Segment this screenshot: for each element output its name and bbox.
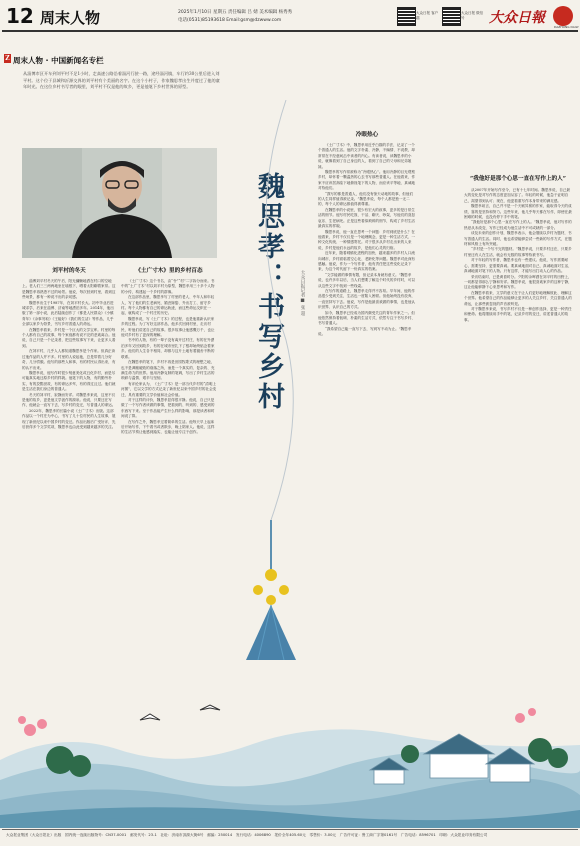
header-meta-contact: 电话(0531)85193618 Email:gsm@dzwww.com [178, 18, 282, 23]
paragraph: 魏思孝说，他写作时很少刻意美化或丑化乡村，而是尽可能真实地还原乡村的样貌。他笔下的人物，有的勤劳朴实，有的狡黠世故，有的命运多舛，有的得过且过。他们就是生活在我们身边的普通人。 [22, 370, 116, 392]
page-number: 12 [6, 4, 34, 28]
paragraph: “乡村是一个写不完的题材。”魏思孝说，只要乡村还在，只要乡村里还有人在生活，就会有无数的故事等待被书写。 [464, 247, 572, 257]
article-title: 魏思孝：书写乡村 [253, 172, 284, 412]
qr-label-app: 大众日报 客户端 [416, 11, 439, 20]
header-rule [2, 30, 578, 32]
middle-column [121, 266, 217, 436]
paragraph: 从2007年开始写作至今，已有十七年时间。魏思孝说，自己最大的变化是对写作的态度更加从容了。年轻的时候，他急于证明自己，渴望得到认可；现在，他更看重写作本身带来的满足感。 [464, 188, 570, 203]
paragraph: 有评论家认为，《土广寸木》是一部当代乡村的“清明上河图”，它以文学的方式记录了新世纪以来中国乡村的社会变迁，具有重要的文学价值和社会价值。 [121, 381, 217, 397]
left-column [22, 266, 116, 430]
newspaper-logo: 大众日報 [489, 10, 545, 26]
footer-publication-info: 大众报业集团（大众日报社）出版 国内统一连续出版物号：CN37-0001 邮发代号：23-1 社址：济南市泺源大街6号 邮编：250014 发行电话：4006890 报价全年405.60元 零售价：3.00元 广告许可证：鲁工商广字第0161号 广告电话：8596701 印刷：大众报业印务有限公司 [6, 833, 488, 837]
paragraph: 魏思孝的写作常被称为“冷眼热心”。他用冷静的目光观察乡村，却怀着一颗温热的心去书写那些普通人。在他看来，作家不应该居高临下地俯视笔下的人物，而应该平等地、真诚地对待他们。 [318, 170, 416, 191]
qr-code-icon [442, 7, 461, 26]
paragraph: 在魏思孝的笔下，乡村不再是田园牧歌式的理想之地，也不是凋敝破败的衰落之所，而是一个真实的、复杂的、充满生命力的世界。他用冷静克制的笔调，写出了乡村生活的琐碎与温情、艰辛与坚韧。 [121, 360, 215, 381]
tassel-ornament-icon [226, 100, 316, 660]
paragraph: 淄博刘平村冬天的午后，阳光慵懒地洒在村口的空地上。老人们三三两两地坐在墙根下，晒着太阳聊着家常。这是魏思孝再熟悉不过的场景。他说，每次回到村里，看到这些场景，都有一种说不出的亲切感。 [22, 279, 116, 300]
qr-label-wechat: 大众日报 微信号 [461, 11, 484, 20]
paragraph: 魏思孝坦言，自己并不是一个天赋异禀的作家，能取得今天的成绩，靠的是坚持和努力。这些年来，他几乎每天都在写作，即使在最困难的时候，也没有停下手中的笔。 [464, 204, 572, 220]
paragraph: 在这部作品里，魏思孝写了村里的老人、中年人和年轻人，写了他们的生老病死、婚丧嫁娶、外出打工、留守乡村。每个人物都有自己的命运轨迹，而这些命运交织在一起，就构成了一个村庄的历史。 [121, 295, 215, 316]
paragraph: 在写作之外，魏思孝过着简单的生活。他每天早上起床后开始写作，下午看书或者散步，晚上陪家人。他说，这样的生活节奏让他感到踏实，也能让他专注于创作。 [121, 419, 215, 435]
paragraph: 冬天的刘平村，寂静而安详。对魏思孝来说，这里不仅是他的故乡，更是他文学创作的源泉。他说，只要还在写作，他就会一直写下去，写乡村的变迁，写普通人的命运。 [22, 392, 116, 408]
paragraph: “我希望自己能一直写下去，写到写不动为止。”魏思孝说。 [318, 326, 412, 337]
paragraph: 魏思孝说，写《土广寸木》的过程，也是他重新认识家乡的过程。为了写好这部作品，他多次回到村里，走访村民，听他们讲述自己的故事。很多故事让他感慨万千，也让他对乡村有了更深的理解。 [121, 316, 215, 338]
qr-code-icon [397, 7, 416, 26]
far-right-column [464, 175, 572, 323]
logo-mark-icon [553, 6, 573, 26]
left-subhead: 刘平村的冬天 [52, 268, 86, 274]
paragraph: 对于这样的评价，魏思孝显得很平静。他说，自己只是做了一个写作者该做的事情，把看到的、听到的、感受到的东西写下来。至于作品能产生什么样的影响，那是读者和时间说了算。 [121, 397, 215, 419]
paragraph: 近年来，随着城镇化进程的加快，越来越多的乡村人口流向城市，乡村面临着空心化、老龄化等问题。魏思孝对此深有感触。他说，作为一个写作者，他有责任把这些变化记录下来，为这个时代留下一份真实的档案。 [318, 251, 416, 272]
paragraph: 《土广寸木》这个书名，由“寺”“村”二字拆分而来。书中的“土广寸木”村以刘平村为原型，魏思孝用三十多个人物的小传，构建起一个乡村的群像。 [121, 279, 215, 294]
right-subhead: 冷眼热心 [355, 132, 379, 138]
paragraph: 魏思孝说，他一直在思考一个问题：乡村到底是什么？在他看来，乡村不仅仅是一个地理概念，更是一种生活方式、一种文化传统、一种情感寄托。对于很多从乡村走出来的人来说，乡村是他们永远的故乡，是他们心灵的归宿。 [318, 229, 416, 250]
byline: 大众日报记者 ■ 张 超 [300, 270, 305, 316]
right-column [318, 130, 416, 338]
village-landscape-illustration [0, 690, 580, 828]
paragraph: 在魏思孝看来，乡村是一个巨大的文学宝库。村里的每个人都有自己的故事，每个家庭都有说不完的悲欢离合。他说，自己只是一个记录者，把这些故事写下来，让更多人看到。 [22, 327, 116, 348]
logo-subtitle: DAZHONG DAILY [554, 25, 579, 29]
paragraph: “文学能做的事情有限，但记录本身就有意义。”魏思孝说，也许多年以后，当人们想要了解这个时代的乡村时，可以从这些文字中找到一些线索。 [318, 272, 416, 288]
paragraph: 在写作的道路上，魏思孝走得并不容易。早年间，他的作品很少受到关注，生活也一度陷入困顿。但他始终没有放弃，一直坚持写下去。他说，写作是他最喜欢做的事情，也是他认识世界、认识自己的方式。 [318, 288, 416, 310]
paragraph: 在魏思孝看来，文学的意义在于让人们更好地理解彼此、理解这个世界。他希望自己的作品能够让更多的人关注乡村、关注普通人的命运，让那些被忽视的声音被听见。 [464, 290, 572, 306]
paragraph: 采访结束时，已是黄昏时分。夕阳的余晖洒在刘平村的田野上，一切都显得那么宁静和安详。魏思孝说，他很喜欢家乡的这种宁静，这让他能够静下心来思考和写作。 [464, 274, 572, 290]
paragraph: 《土广寸木》中，魏思孝用近乎白描的手法，记录了一个个普通人的生活。他的文字朴素、冷静，不煽情、不说教，却常常在不经意间击中读者的内心。有读者说，读魏思孝的小说，就像看到了自己身边的人，看到了自己的父母和兄弟姐妹。 [318, 143, 416, 169]
column-intro: 从淄博市区开车到刘平村不足1小时，走高速公路沿着淄河行驶一路，途经淄河镇，车行约30公里后进入刘平村。这个位于县城和沂源交界的刘平村有个美丽的名字。在这个小村子，作家魏思孝出生并度过了他的童年时光。在这位乡村书写者的眼里，刘平村不仅是他的故乡，更是他笔下乡村世界的原型。 [23, 71, 220, 90]
paragraph: 书中的人物，有的一辈子没有离开过村庄，有的在外漂泊多年又回到故乡，有的在城市里扎下了根却始终惦念着家乡。他们的人生各不相同，却都与这片土地有着割舍不断的联系。 [121, 338, 215, 359]
paragraph: 谈及未来的创作计划，魏思孝表示，他会继续以乡村为题材，书写普通人的生活。同时，他也希望能够尝试一些新的写作方式，在题材和风格上有所突破。 [464, 231, 572, 247]
footer-rule [2, 829, 578, 830]
paragraph: 在魏思孝的小说里，很少有宏大的叙事，更多的是日常生活的细节。他写村民吃饭、干活、聊天、吵架，写他们的喜怒哀乐、生老病死。正是这些看似琐碎的细节，构成了乡村生活最真实的样貌。 [318, 207, 416, 229]
middle-subhead: 《土广寸木》里的乡村百态 [135, 268, 203, 274]
paragraph: 如今，魏思孝已经成为国内颇受关注的青年作家之一。但他依然保持着低调、朴素的生活方式，依然专注于书写乡村、书写普通人。 [318, 310, 416, 326]
column-icon: Z [5, 55, 10, 62]
column-title: 周末人物 · 中国新闻名专栏 [13, 56, 104, 65]
paragraph: 魏思孝出生于1987年，在刘平村长大。初中毕业后进城求学，后来在淄博、济南等地漂泊多年。2014年，他出版了第一部小说，此后陆续创作了《都是人民群众》《小镇青年》《余事勿取》《王能好》《我们的生活》等作品，几乎全部以家乡为背景，书写乡村普通人的命运。 [22, 300, 114, 327]
paragraph: 2022年，魏思孝的长篇小说《土广寸木》出版。这部作品以一个村庄为中心，书写了几十位村民的人生故事，展现了新世纪以来中国乡村的变迁。作品出版后广受好评，先后获得多个文学奖项，魏思孝也由此受到越来越多的关注。 [22, 408, 116, 429]
paragraph: 对于魏思孝来说，书写乡村不仅是一种创作选择，更是一种责任和使命。他将继续用手中的笔，记录乡村的变迁，讲述普通人的故事。 [464, 306, 572, 322]
paragraph: “我写的都是普通人，他们没有惊天动地的故事，但他们的人生同样值得被记录。”魏思孝说，每个人都是独一无二的，每个人的命运都值得被尊重。 [318, 191, 414, 207]
paragraph: “我他好是那个心思一直在写作上的人。”魏思孝说，他对写作的热爱从未改变，写作已经成为他生活中不可或缺的一部分。 [464, 220, 572, 230]
paragraph: 在刘平村，几乎人人都知道魏思孝是个作家。但真正读过他作品的人并不多。村里的人说起他，总是带着几分好奇，几分骄傲。他写的那些人和事，有的村民认得出来，有的认不出来。 [22, 349, 116, 370]
paragraph: 对于年轻的写作者，魏思孝也有一些建议。他说，写作需要耐心，需要坚持，更需要真诚。要真诚地面对自己，真诚地面对生活，真诚地面对笔下的人物。只有这样，才能写出打动人心的作品。 [464, 258, 572, 274]
portrait-photo [22, 148, 217, 258]
far-right-subhead: “我他好是那个心思一直在写作上的人” [470, 176, 566, 182]
header-meta-editors: 2025年1月10日 星期五 责任编辑 吕 婧 美术编辑 杨秀秀 [178, 10, 293, 15]
section-title: 周末人物 [40, 9, 101, 27]
